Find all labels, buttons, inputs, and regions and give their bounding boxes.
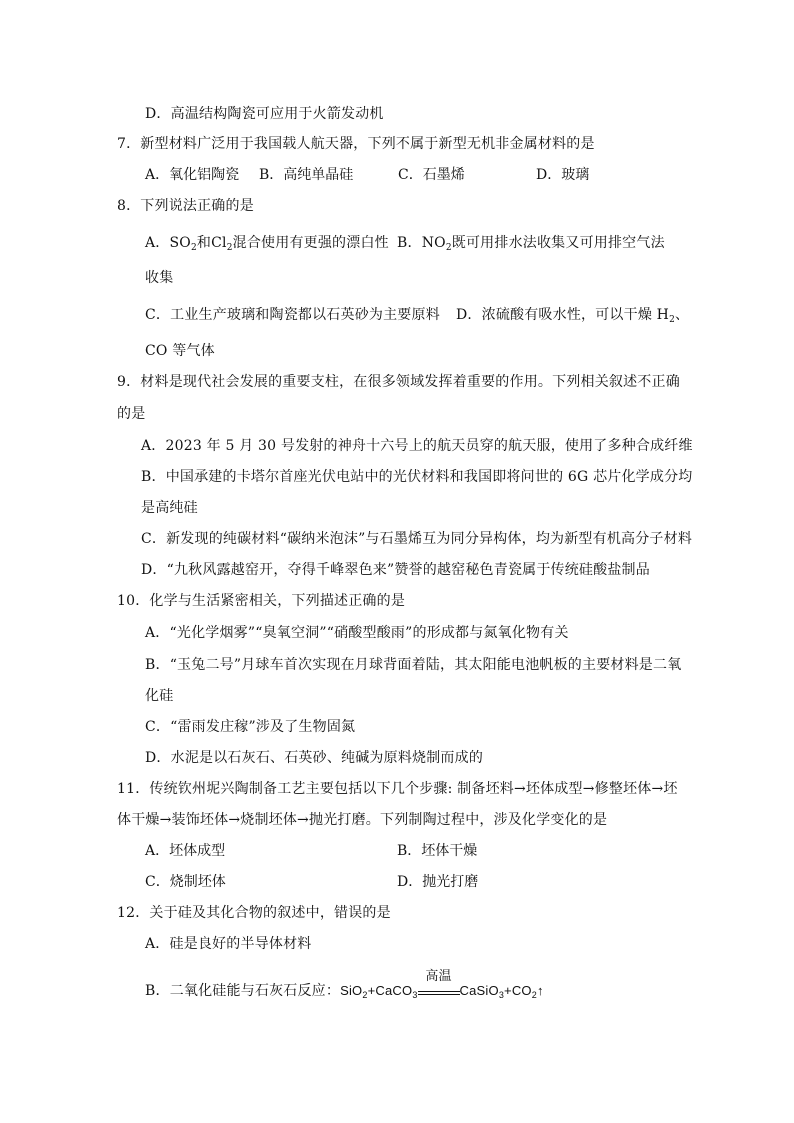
q8-a-label: A． — [145, 235, 170, 251]
q9-stem-line2: 的是 — [117, 406, 146, 422]
q8-option-d: D．浓硫酸有吸水性，可以干燥 $H_2$、 — [456, 307, 690, 325]
q7-option-b: B．高纯单晶硅 — [259, 167, 354, 183]
q8-stem: 8．下列说法正确的是 — [117, 198, 254, 214]
q12-option-a: A．硅是良好的半导体材料 — [145, 936, 312, 952]
q7-stem: 7．新型材料广泛用于我国载人航天器，下列不属于新型无机非金属材料的是 — [117, 136, 595, 152]
q9-option-c: C．新发现的纯碳材料“碳纳米泡沫”与石墨烯互为同分异构体，均为新型有机高分子材料 — [141, 531, 693, 547]
q12-stem: 12．关于硅及其化合物的叙述中，错误的是 — [117, 905, 391, 921]
q8-a-cl2: $Cl_2$ — [211, 235, 233, 253]
q7-option-a: A．氧化铝陶瓷 — [145, 167, 240, 183]
q7-option-c: C．石墨烯 — [398, 167, 465, 183]
q10-option-b-line1: B．“玉兔二号”月球车首次实现在月球背面着陆，其太阳能电池帆板的主要材料是二氧 — [145, 657, 682, 673]
q8-option-b-cont: 收集 — [145, 270, 174, 286]
q10-option-a: A．“光化学烟雾”“臭氧空洞”“硝酸型酸雨”的形成都与氮氧化物有关 — [145, 625, 569, 641]
q10-stem: 10．化学与生活紧密相关，下列描述正确的是 — [117, 593, 406, 609]
q10-option-b-line2: 化硅 — [145, 688, 174, 704]
q8-option-b: B．$NO_2$既可用排水法收集又可用排空气法 — [397, 235, 665, 253]
q10-option-c: C．“雷雨发庄稼”涉及了生物固氮 — [145, 719, 356, 735]
q9-option-b-line1: B．中国承建的卡塔尔首座光伏电站中的光伏材料和我国即将问世的 6G 芯片化学成分均 — [141, 469, 693, 485]
q11-stem-line1: 11．传统钦州坭兴陶制备工艺主要包括以下几个步骤: 制备坯料→坯体成型→修整坯体→坯 — [117, 781, 678, 797]
q10-option-d: D．水泥是以石灰石、石英砂、纯碱为原料烧制而成的 — [145, 750, 484, 766]
q11-option-d: D．抛光打磨 — [397, 874, 479, 890]
q7-option-d: D．玻璃 — [536, 167, 590, 183]
q9-stem-line1: 9．材料是现代社会发展的重要支柱，在很多领域发挥着重要的作用。下列相关叙述不正确 — [117, 374, 680, 390]
q9-option-b-line2: 是高纯硅 — [141, 500, 198, 516]
q11-option-a: A．坯体成型 — [145, 843, 226, 859]
q8-b-no2: $NO_2$ — [421, 235, 452, 253]
q6-option-d: D．高温结构陶瓷可应用于火箭发动机 — [145, 106, 384, 122]
q8-option-c: C．工业生产玻璃和陶瓷都以石英砂为主要原料 — [145, 307, 440, 323]
q9-option-a: A．2023 年 5 月 30 号发射的神舟十六号上的航天员穿的航天服，使用了多种合成纤维 — [141, 438, 693, 454]
reaction-condition: 高温 — [418, 981, 460, 1001]
q11-option-c: C．烧制坯体 — [145, 874, 226, 890]
q11-stem-line2: 体干燥→装饰坯体→烧制坯体→抛光打磨。下列制陶过程中，涉及化学变化的是 — [117, 812, 608, 828]
q8-option-a: A．$SO_2$和$Cl_2$混合使用有更强的漂白性 — [145, 235, 389, 253]
q11-option-b: B．坯体干燥 — [397, 843, 478, 859]
q8-option-d-cont: CO 等气体 — [145, 343, 215, 359]
q8-a-so2: $SO_2$ — [169, 235, 197, 253]
reaction-equation: SiO$_2$+CaCO$_3$ 高温 $CaSiO_3+CO_2↑$ — [340, 969, 544, 1000]
q12-option-b — [145, 969, 544, 1001]
q9-option-d: D．“九秋风露越窑开，夺得千峰翠色来”赞誉的越窑秘色青瓷属于传统硅酸盐制品 — [141, 562, 650, 578]
q12-b-label: B．二氧化硅能与石灰石反应： — [145, 983, 341, 999]
